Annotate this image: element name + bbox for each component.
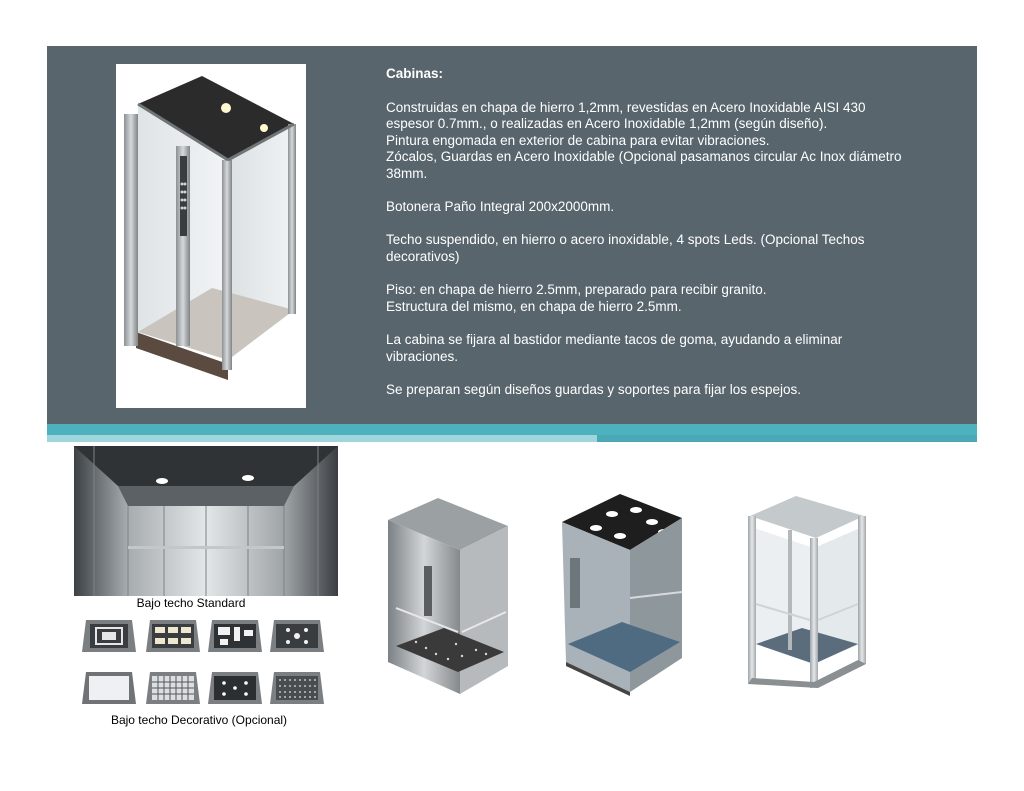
ceiling-tile-plain-icon (82, 670, 136, 706)
ceiling-tile-panels-icon (146, 618, 200, 654)
text-line: La cabina se fijara al bastidor mediante tacos de goma, ayudando a eliminar (386, 331, 843, 347)
steel-cabin-icon (386, 496, 510, 696)
ceiling-tile-dots-icon (270, 618, 324, 654)
ceiling-tile-frame-icon (82, 618, 136, 654)
paragraph-techo (386, 232, 946, 265)
text-line: espesor 0.7mm., o realizadas en Acero Inoxidable 1,2mm (según diseño). (386, 116, 828, 132)
text-line: 38mm. (386, 165, 428, 181)
paragraph-construction (386, 100, 946, 183)
elevator-cabin-glass-icon (116, 64, 306, 408)
text-line: Estructura del mismo, en chapa de hierro 2.5mm. (386, 298, 682, 314)
accent-band-dark (597, 435, 977, 442)
ceiling-tile-blocks-icon (208, 618, 262, 654)
text-line: Techo suspendido, en hierro o acero inoxidable, 4 spots Leds. (Opcional Techos (386, 232, 865, 248)
caption-decorative: Bajo techo Decorativo (Opcional) (110, 713, 288, 727)
text-line: decorativos) (386, 248, 460, 264)
paragraph-botonera (386, 199, 946, 216)
elevator-interior-photo-icon (74, 446, 338, 596)
accent-band-light (47, 435, 597, 442)
ceiling-tile-spots-icon (208, 670, 262, 706)
ceiling-tile-mesh-icon (270, 670, 324, 706)
accent-band (47, 424, 977, 435)
glass-cabin-icon (748, 494, 866, 688)
text-line: Se preparan según diseños guardas y soportes para fijar los espejos. (386, 381, 801, 397)
text-line: Botonera Paño Integral 200x2000mm. (386, 199, 615, 215)
paragraph-fijacion (386, 332, 946, 365)
paragraph-piso (386, 282, 946, 315)
paragraph-espejos (386, 382, 946, 399)
text-line: Construidas en chapa de hierro 1,2mm, revestidas en Acero Inoxidable AISI 430 (386, 99, 866, 115)
text-line: Zócalos, Guardas en Acero Inoxidable (Opcional pasamanos circular Ac Inox diámetro (386, 149, 902, 165)
text-line: vibraciones. (386, 348, 459, 364)
cabinas-description (386, 66, 946, 415)
section-title: Cabinas: (386, 66, 444, 81)
black-ceiling-cabin-icon (560, 492, 684, 696)
text-line: Pintura engomada en exterior de cabina para evitar vibraciones. (386, 132, 770, 148)
caption-standard: Bajo techo Standard (136, 596, 246, 610)
text-line: Piso: en chapa de hierro 2.5mm, preparado para recibir granito. (386, 282, 767, 298)
ceiling-tile-grid-icon (146, 670, 200, 706)
